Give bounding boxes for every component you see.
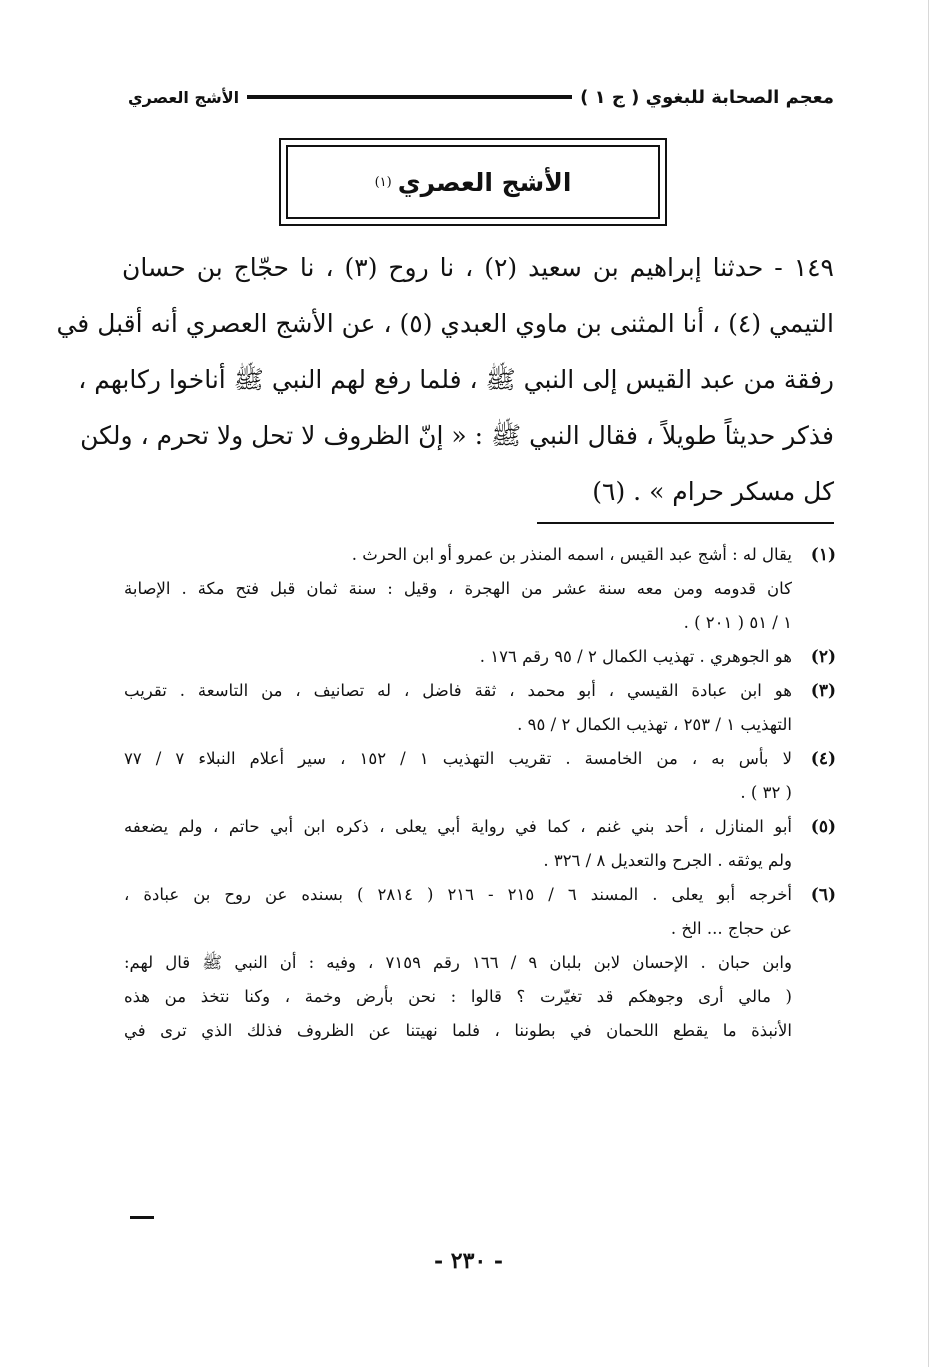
footnote-line: يقال له : أشج عبد القيس ، اسمه المنذر بن عمرو أو ابن الحرث . (351, 545, 792, 564)
hadith-line: التيمي (٤) ، أنا المثنى بن ماوي العبدي (٥) ، عن الأشج العصري أنه أقبل في (56, 309, 834, 338)
hadith-line: رفقة من عبد القيس إلى النبي ﷺ ، فلما رفع لهم النبي ﷺ أناخوا ركابهم ، (78, 365, 834, 394)
footnote-line: وابن حبان . الإحسان لابن بلبان ٩ / ١٦٦ رقم ٧١٥٩ ، وفيه : أن النبي ﷺ قال لهم: (124, 953, 792, 972)
continuation-dash (130, 1216, 154, 1219)
footnote-6 (124, 878, 836, 946)
hadith-line: فذكر حديثاً طويلاً ، فقال النبي ﷺ : « إنّ الظروف لا تحل ولا تحرم ، ولكن (80, 421, 834, 450)
footnote-3 (124, 674, 836, 742)
footnote-number: (٤) (810, 749, 836, 769)
footnote-number: (٦) (810, 885, 836, 905)
footnote-line: كان قدومه ومن معه سنة عشر من الهجرة ، وقيل : سنة ثمان قبل فتح مكة . الإصابة (124, 579, 792, 598)
footnote-line: ولم يوثقه . الجرح والتعديل ٨ / ٣٢٦ . (543, 851, 792, 870)
footnote-line: التهذيب ١ / ٢٥٣ ، تهذيب الكمال ٢ / ٩٥ . (517, 715, 792, 734)
footnote-line: الأنبذة ما يقطع اللحمان في بطوننا ، فلما نهيتنا عن الظروف فذلك الذي ترى في (124, 1021, 792, 1040)
footnote-number: (١) (810, 545, 836, 565)
footnote-line: أبو المنازل ، أحد بني غنم ، كما في رواية أبي يعلى ، ذكره ابن أبي حاتم ، ولم يضعفه (124, 817, 792, 836)
header-book-title: معجم الصحابة للبغوي ( ج ١ ) (580, 86, 834, 108)
footnote-line: ( ٣٢ ) . (740, 783, 792, 802)
header-rule (247, 95, 572, 99)
footnote-1 (124, 538, 836, 572)
footnote-line: هو ابن عبادة القيسي ، أبو محمد ، ثقة فاضل ، له تصانيف ، من التاسعة . تقريب (124, 681, 792, 700)
hadith-line: ١٤٩ - حدثنا إبراهيم بن سعيد (٢) ، نا روح (٣) ، نا حجّاج بن حسان (122, 253, 834, 282)
footnote-line: ١ / ٥١ ( ٢٠١ ) . (683, 613, 792, 632)
footnote-number: (٣) (810, 681, 836, 701)
chapter-title-box (279, 138, 667, 226)
chapter-title-footnote-marker: (١) (374, 174, 392, 190)
footnote-number: (٢) (810, 647, 836, 667)
hadith-text (56, 240, 834, 520)
footnote-4 (124, 742, 836, 810)
footnote-line: هو الجوهري . تهذيب الكمال ٢ / ٩٥ رقم ١٧٦ . (479, 647, 792, 666)
footnotes (124, 538, 836, 1048)
chapter-title-inner-frame (286, 145, 660, 219)
footnote-6-continuation (124, 946, 836, 1048)
footnote-5 (124, 810, 836, 878)
page-number: - ٢٣٠ - (433, 1248, 504, 1274)
chapter-title: الأشج العصري (397, 167, 572, 197)
header-section-title: الأشج العصري (128, 87, 240, 107)
hadith-line: كل مسكر حرام » . (٦) (592, 477, 834, 506)
footnote-line: أخرجه أبو يعلى . المسند ٦ / ٢١٥ - ٢١٦ ( ٢٨١٤ ) بسنده عن روح بن عبادة ، (124, 885, 792, 904)
footnote-2 (124, 640, 836, 674)
footnote-1-continuation (124, 572, 836, 640)
footnote-line: ( مالي أرى وجوهكم قد تغيّرت ؟ قالوا : نحن بأرض وخمة ، وكنا نتخذ من هذه (124, 987, 792, 1006)
footnote-number: (٥) (810, 817, 836, 837)
running-header (128, 80, 834, 114)
footnote-separator (537, 522, 834, 524)
footnote-line: عن حجاج ... الخ . (670, 919, 792, 938)
footnote-line: لا بأس به ، من الخامسة . تقريب التهذيب ١ / ١٥٢ ، سير أعلام النبلاء ٧ / ٧٧ (124, 749, 792, 768)
